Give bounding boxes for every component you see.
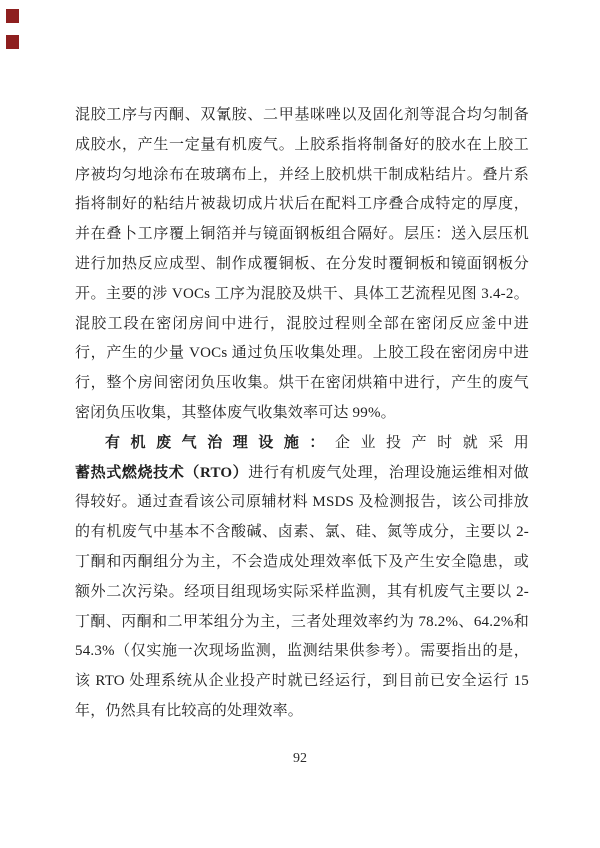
corner-stamp-mark-2 bbox=[6, 35, 19, 49]
paragraph-process-description bbox=[75, 101, 529, 429]
paragraph-text: 混胶工序与丙酮、双氰胺、二甲基咪唑以及固化剂等混合均匀制备成胶水，产生一定量有机废气。上胶系指将制备好的胶水在上胶工序被均匀地涂布在玻璃布上，并经上胶机烘干制成粘结片。叠片系指将制好的粘结片被裁切成片状后在配料工序叠合成特定的厚度，并在叠卜工序覆上铜箔并与镜面钢板组合隔好。层压：送入层压机进行加热反应成型、制作成覆铜板、在分发时覆铜板和镜面钢板分开。主要的涉 VOCs 工序为混胶及烘干、具体工艺流程见图 3.4-2。混胶工段在密闭房间中进行，混胶过程则全部在密闭反应釜中进行，产生的少量 VOCs 通过负压收集处理。上胶工段在密闭房中进行，整个房间密闭负压收集。烘干在密闭烘箱中进行，产生的废气密闭负压收集，其整体废气收集效率可达 99%。 bbox=[75, 107, 529, 421]
treatment-facility-heading: 有机废气治理设施： bbox=[105, 434, 335, 451]
corner-stamp-marks bbox=[6, 9, 19, 61]
paragraph-text: 进行有机废气处理，治理设施运维相对做得较好。通过查看该公司原辅材料 MSDS 及检测报告，该公司排放的有机废气中基本不含酸碱、卤素、氯、硅、氮等成分，主要以 2-丁酮和丙酮组分为主，不会造成处理效率低下及产生安全隐患，或额外二次污染。经项目组现场实际采样监测，其有机废气主要以 2-丁酮、丙酮和二甲苯组分为主，三者处理效率约为 78.2%、64.2%和 54.3%（仅实施一次现场监测，监测结果供参考）。需要指出的是，该 RTO 处理系统从企业投产时就已经运行，到目前已安全运行 15 年，仍然具有比较高的处理效率。 bbox=[75, 464, 530, 719]
page-number: 92 bbox=[293, 751, 307, 766]
paragraph-treatment-facility bbox=[75, 429, 529, 727]
rto-technology-bold-text: 蓄热式燃烧技术（RTO） bbox=[75, 464, 249, 481]
corner-stamp-mark-1 bbox=[6, 9, 19, 23]
document-text-body bbox=[75, 101, 529, 727]
paragraph-text: 企业投产时就采用 bbox=[334, 434, 529, 451]
